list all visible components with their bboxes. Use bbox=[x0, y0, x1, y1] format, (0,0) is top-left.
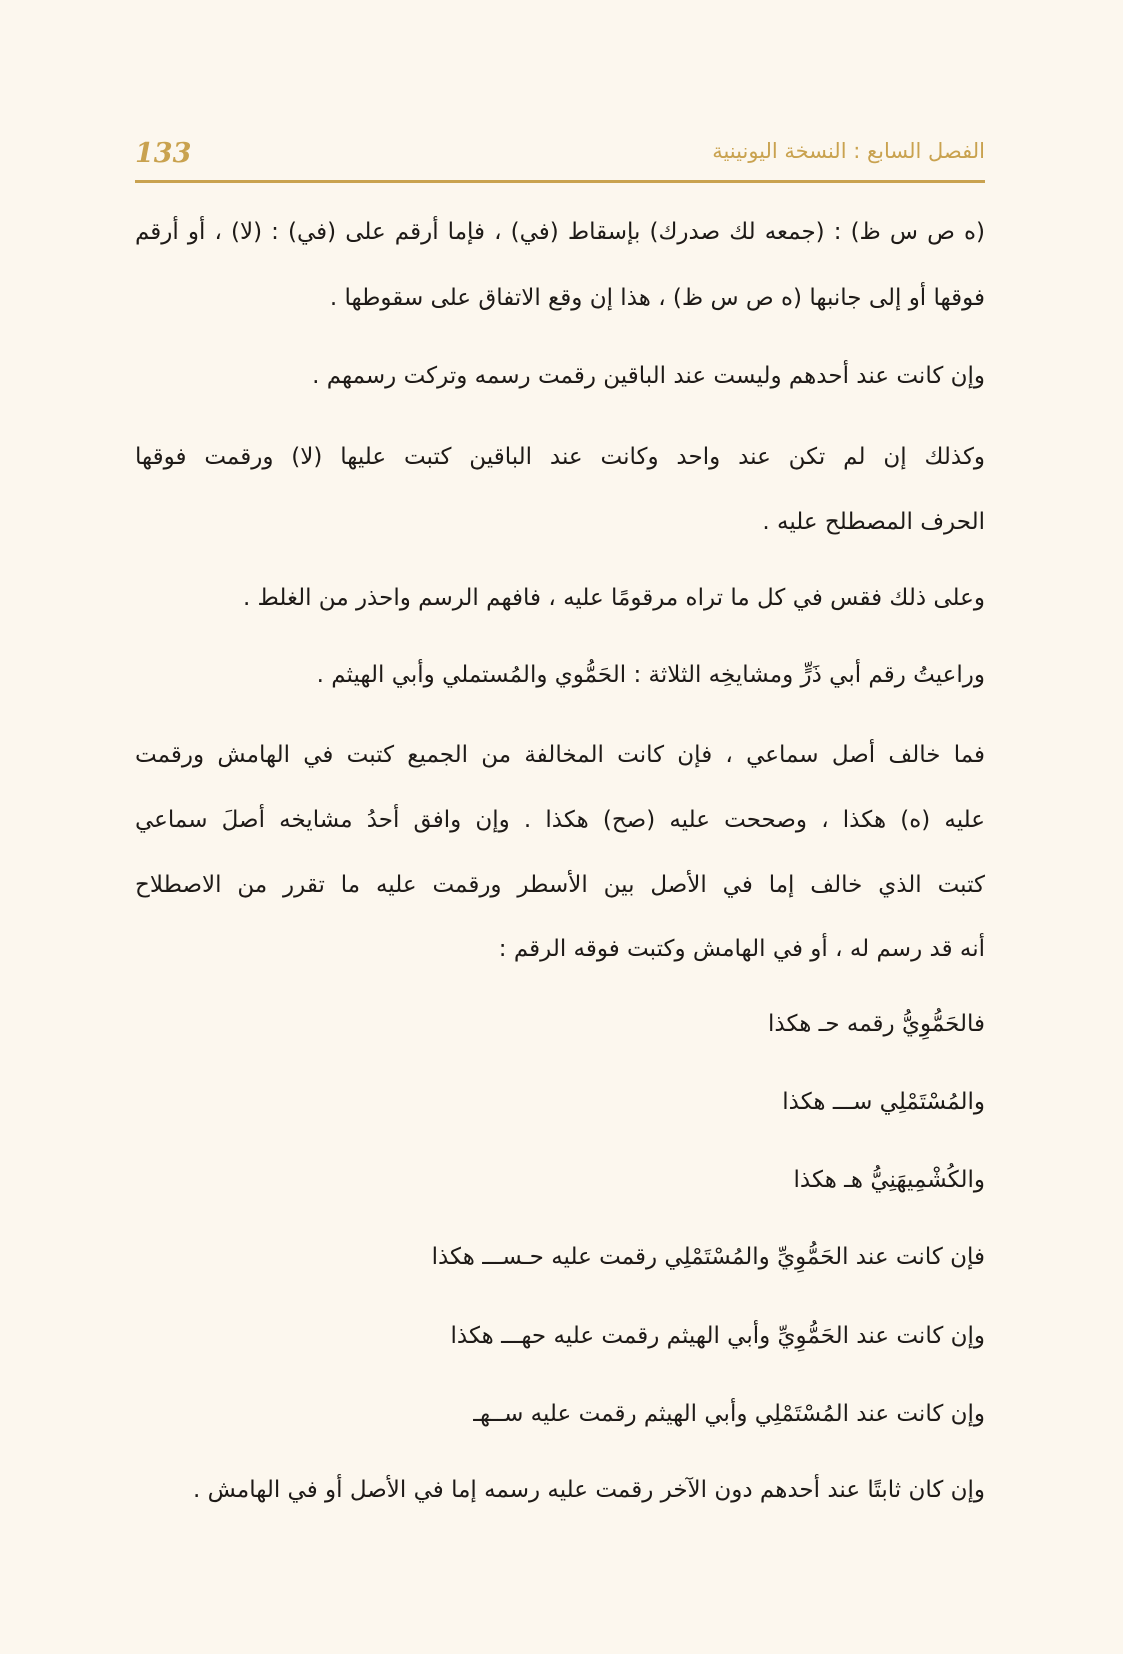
text-line: (ه ص س ظ) : (جمعه لك صدرك) بإسقاط (في) ، فإما أرقم على (في) : (لا) ، أو أرقم bbox=[135, 219, 985, 245]
text-line: فإن كانت عند الحَمُّوِيِّ والمُسْتَمْلِي رقمت عليه حـســـ هكذا bbox=[431, 1244, 985, 1270]
text-line: الحرف المصطلح عليه . bbox=[762, 509, 985, 535]
text-line: فالحَمُّوِيُّ رقمه حـ هكذا bbox=[768, 1011, 985, 1037]
text-line: وإن كانت عند أحدهم وليست عند الباقين رقمت رسمه وتركت رسمهم . bbox=[312, 363, 985, 389]
text-line: والكُشْمِيهَنِيُّ هـ هكذا bbox=[793, 1167, 985, 1193]
text-line: وراعيتُ رقم أبي ذَرٍّ ومشايخِه الثلاثة : الحَمُّوي والمُستملي وأبي الهيثم . bbox=[316, 662, 985, 688]
page-number: 133 bbox=[135, 138, 192, 169]
text-line: والمُسْتَمْلِي ســـ هكذا bbox=[782, 1089, 985, 1115]
running-title: الفصل السابع : النسخة اليونينية bbox=[712, 139, 985, 163]
text-line: وعلى ذلك فقس في كل ما تراه مرقومًا عليه ، فافهم الرسم واحذر من الغلط . bbox=[242, 585, 985, 611]
text-line: أنه قد رسم له ، أو في الهامش وكتبت فوقه الرقم : bbox=[498, 936, 985, 962]
text-line: عليه (ه) هكذا ، وصححت عليه (صح) هكذا . وإن وافق أحدُ مشايخه أصلَ سماعي bbox=[135, 807, 985, 833]
page-body bbox=[135, 0, 985, 1654]
text-line: كتبت الذي خالف إما في الأصل بين الأسطر ورقمت عليه ما تقرر من الاصطلاح bbox=[135, 872, 985, 898]
text-line: فوقها أو إلى جانبها (ه ص س ظ) ، هذا إن وقع الاتفاق على سقوطها . bbox=[329, 285, 985, 311]
text-line: وكذلك إن لم تكن عند واحد وكانت عند الباقين كتبت عليها (لا) ورقمت فوقها bbox=[135, 444, 985, 470]
text-line: فما خالف أصل سماعي ، فإن كانت المخالفة من الجميع كتبت في الهامش ورقمت bbox=[135, 742, 985, 768]
text-line: وإن كان ثابتًا عند أحدهم دون الآخر رقمت عليه رسمه إما في الأصل أو في الهامش . bbox=[192, 1477, 985, 1503]
text-line: وإن كانت عند المُسْتَمْلِي وأبي الهيثم رقمت عليه ســهـ bbox=[473, 1401, 985, 1427]
text-line: وإن كانت عند الحَمُّوِيِّ وأبي الهيثم رقمت عليه حهـــ هكذا bbox=[450, 1323, 985, 1349]
